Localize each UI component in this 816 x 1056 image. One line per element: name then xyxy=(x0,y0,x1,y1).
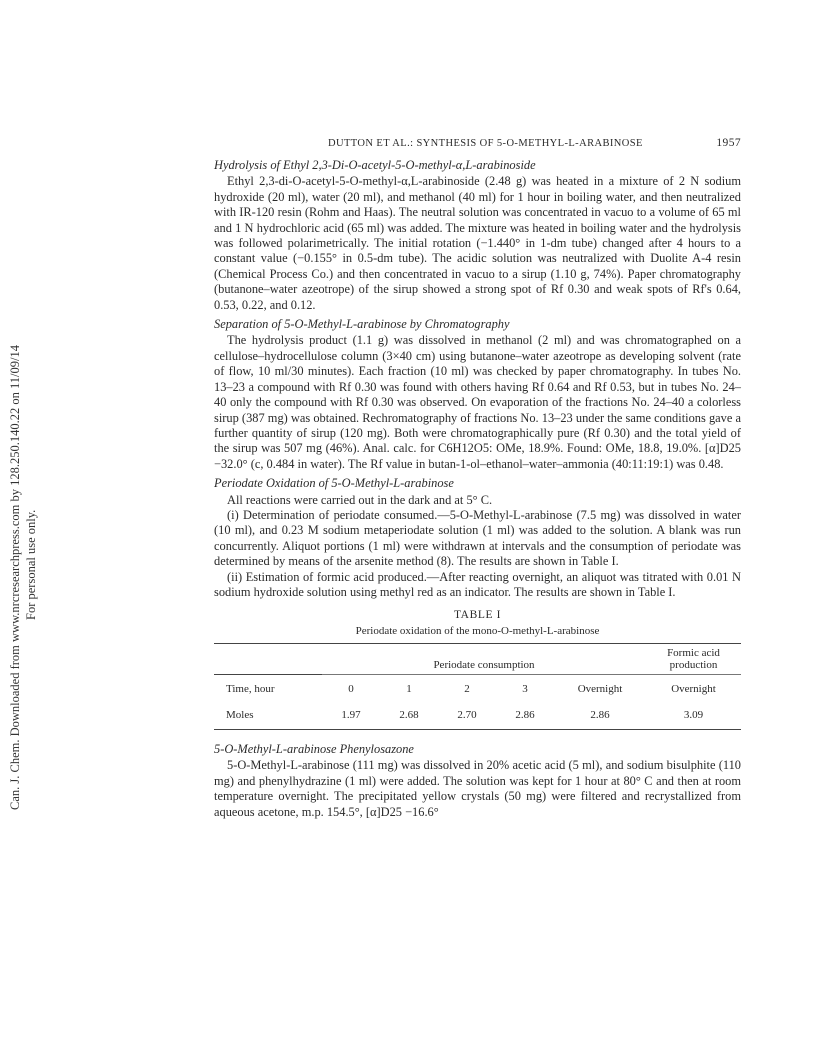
running-header xyxy=(214,136,741,154)
row-label-time: Time, hour xyxy=(214,675,322,705)
periodate-table xyxy=(214,643,741,730)
journal-page xyxy=(214,136,741,820)
paragraph-phenylosazone: 5-O-Methyl-L-arabinose (111 mg) was dissolved in 20% acetic acid (5 ml), and sodium bisulphite (110 mg) and phenylhydrazine (1 ml) were added. The solution was kept for 1 hour at 80° C and then at room temperature overnight. The precipitated yellow crystals (50 mg) were filtered and recrystallized from aqueous acetone, m.p. 154.5°, [α]D25 −16.6° xyxy=(214,758,741,819)
table-cell: 2.86 xyxy=(554,705,646,730)
header-formic-acid-production: Formic acid production xyxy=(646,644,741,675)
table-cell: 2.68 xyxy=(380,705,438,730)
table-cell: 3.09 xyxy=(646,705,741,730)
table-cell: 1.97 xyxy=(322,705,380,730)
table-label: TABLE I xyxy=(453,609,502,622)
table-cell: 0 xyxy=(322,675,380,705)
table-cell: Overnight xyxy=(646,675,741,705)
section-heading-periodate: Periodate Oxidation of 5-O-Methyl-L-arabinose xyxy=(214,476,454,491)
table-cell: 3 xyxy=(496,675,554,705)
table-cell: Overnight xyxy=(554,675,646,705)
running-title: DUTTON ET AL.: SYNTHESIS OF 5-O-METHYL-L-ARABINOSE xyxy=(328,138,643,149)
paragraph-periodate-part1: (i) Determination of periodate consumed.—5-O-Methyl-L-arabinose (7.5 mg) was dissolved in water (10 ml), and 0.23 M sodium metaperiodate solution (1 ml) was added to the solution. A blank was run concurrently. Aliquot portions (1 ml) were withdrawn at intervals and the consumption of periodate was determined by means of the arsenite method (8). The results are shown in Table I. xyxy=(214,507,741,569)
table-row xyxy=(214,705,741,730)
paragraph-hydrolysis: Ethyl 2,3-di-O-acetyl-5-O-methyl-α,L-arabinoside (2.48 g) was heated in a mixture of 2 N sodium hydroxide (20 ml), water (20 ml), and methanol (40 ml) for 1 hour in boiling water, and then neutralized with IR-120 resin (Rohm and Haas). The neutral solution was concentrated in vacuo to a volume of 65 ml and 1 N hydrochloric acid (65 ml) was added. The mixture was heated in boiling water and the hydrolysis was followed polarimetrically. The initial rotation (−1.440° in 1-dm tube) changed after 4 hours to a constant value (−0.155° in 0.5-dm tube). The acidic solution was neutralized with Duolite A-4 resin (Chemical Process Co.) and then concentrated in vacuo to a sirup (1.10 g, 74%). Paper chromatography (butanone–water azeotrope) of the sirup showed a strong spot of Rf 0.30 and weak spots of Rf's 0.64, 0.53, 0.22, and 0.12. xyxy=(214,174,741,312)
table-cell: 1 xyxy=(380,675,438,705)
table-header-row xyxy=(214,644,741,675)
table-cell: 2.86 xyxy=(496,705,554,730)
table-caption xyxy=(214,608,741,639)
section-heading-phenylosazone: 5-O-Methyl-L-arabinose Phenylosazone xyxy=(214,742,414,756)
section-heading-hydrolysis: Hydrolysis of Ethyl 2,3-Di-O-acetyl-5-O-methyl-α,L-arabinoside xyxy=(214,158,536,172)
section-heading-separation: Separation of 5-O-Methyl-L-arabinose by Chromatography xyxy=(214,317,510,332)
download-notice: Can. J. Chem. Downloaded from www.nrcresearchpress.com by 128.250.140.22 on 11/09/14 xyxy=(8,345,22,810)
table-cell: 2.70 xyxy=(438,705,496,730)
personal-use-notice: For personal use only. xyxy=(24,509,38,620)
table-cell: 2 xyxy=(438,675,496,705)
download-watermark xyxy=(0,290,40,810)
table-subtitle: Periodate oxidation of the mono-O-methyl-L-arabinose xyxy=(355,624,600,637)
table-row xyxy=(214,675,741,705)
paragraph-periodate-part2: (ii) Estimation of formic acid produced.—After reacting overnight, an aliquot was titrated with 0.01 N sodium hydroxide solution using methyl red as an indicator. The results are shown in Table I. xyxy=(214,569,741,599)
page-number: 1957 xyxy=(716,137,741,149)
paragraph-separation: The hydrolysis product (1.1 g) was dissolved in methanol (2 ml) and was chromatographed on a cellulose–hydrocellulose column (3×40 cm) using butanone–water azeotrope as developing solvent (rate of flow, 10 ml/30 minutes). Each fraction (10 ml) was checked by paper chromatography. In tubes No. 13–23 a compound with Rf 0.30 was found with others having Rf 0.64 and Rf 0.53, but in tubes No. 24–40 only the compound with Rf 0.30 was observed. On evaporation of the fractions No. 24–40 a colorless sirup (387 mg) was obtained. Rechromatography of fractions No. 13–23 under the same conditions gave a further quantity of sirup (120 mg). Both were chromatographically pure (Rf 0.30) and the total yield of the sirup was 507 mg (46%). Anal. calc. for C6H12O5: OMe, 18.9%. Found: OMe, 18.8, 19.0%. [α]D25 −32.0° (c, 0.484 in water). The Rf value in butan-1-ol–ethanol–water–ammonia (40:11:19:1) was 0.48. xyxy=(214,333,741,471)
header-periodate-consumption: Periodate consumption xyxy=(322,644,646,675)
paragraph-periodate-intro: All reactions were carried out in the dark and at 5° C. xyxy=(227,492,493,507)
row-label-moles: Moles xyxy=(214,705,322,730)
